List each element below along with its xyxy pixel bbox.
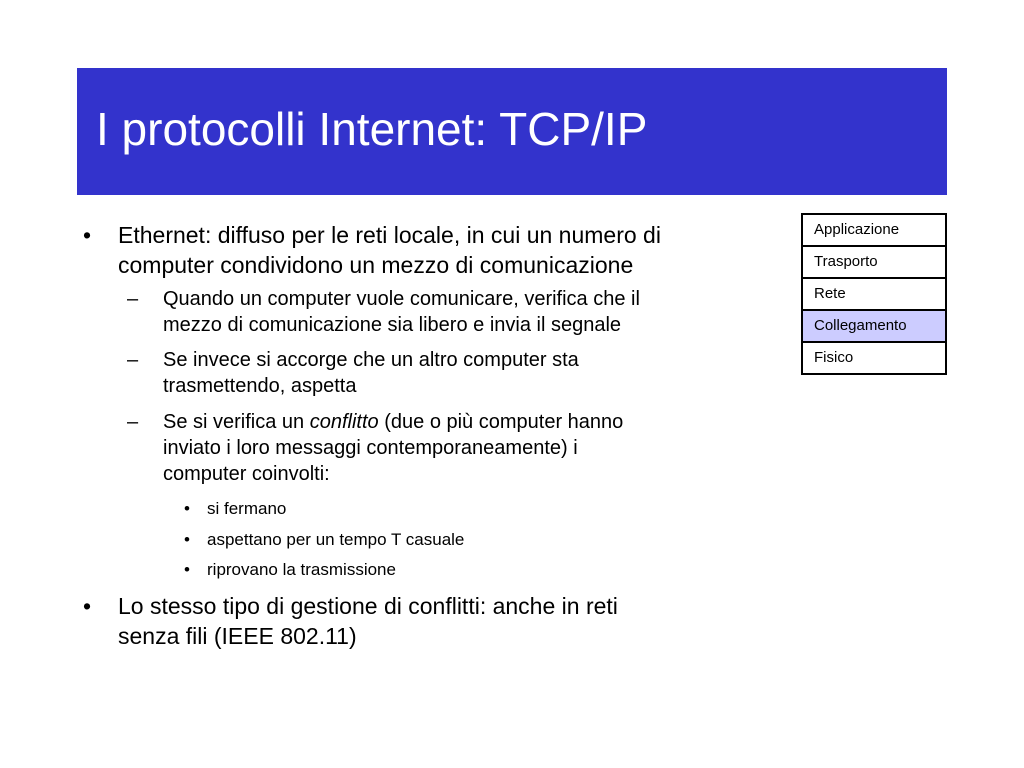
sub-bullet-2-line-2: trasmettendo, aspetta (163, 375, 357, 397)
sub-bullet-3-line-3: computer coinvolti: (163, 463, 330, 485)
bullet-1-line-2: computer condividono un mezzo di comunicazione (118, 252, 634, 278)
sub-sub-bullet-3: riprovano la trasmissione (207, 560, 396, 579)
bullet-marker: • (83, 593, 92, 619)
layer-fisico: Fisico (802, 342, 946, 374)
layer-row (802, 246, 946, 278)
layer-collegamento-highlighted: Collegamento (802, 310, 946, 342)
dash-marker: – (127, 288, 139, 310)
sub-bullet-1-line-2: mezzo di comunicazione sia libero e invia il segnale (163, 314, 622, 336)
small-bullet-marker: • (184, 560, 190, 579)
sub-sub-bullet-1: si fermano (207, 499, 287, 518)
layer-rete: Rete (802, 278, 946, 310)
small-bullet-marker: • (184, 530, 190, 549)
layer-trasporto: Trasporto (802, 246, 946, 278)
bullet-marker: • (83, 222, 92, 248)
sub-bullet-2-line-1: Se invece si accorge che un altro computer sta (163, 349, 579, 371)
small-bullet-marker: • (184, 499, 190, 518)
sub-bullet-1-line-1: Quando un computer vuole comunicare, verifica che il (163, 288, 640, 310)
bullet-2-line-1: Lo stesso tipo di gestione di conflitti: anche in reti (118, 593, 618, 619)
layer-row (802, 310, 946, 342)
conflitto-emphasis: conflitto (309, 411, 379, 433)
protocol-layer-stack (801, 213, 947, 375)
layer-row (802, 214, 946, 246)
sub-bullet-3-text-pre: Se si verifica un (163, 411, 310, 433)
sub-bullet-3-text-post: (due o più computer hanno (378, 411, 624, 433)
layer-row (802, 278, 946, 310)
sub-bullet-3-line-2: inviato i loro messaggi contemporaneamente) i (163, 437, 578, 459)
layer-applicazione: Applicazione (802, 214, 946, 246)
dash-marker: – (127, 349, 139, 371)
layer-row (802, 342, 946, 374)
dash-marker: – (127, 411, 139, 433)
sub-sub-bullet-2: aspettano per un tempo T casuale (207, 530, 465, 549)
bullet-1-line-1: Ethernet: diffuso per le reti locale, in cui un numero di (118, 222, 661, 248)
sub-bullet-3-line-1 (163, 409, 623, 435)
bullet-2-line-2: senza fili (IEEE 802.11) (118, 623, 357, 649)
slide-title: I protocolli Internet: TCP/IP (96, 103, 648, 155)
